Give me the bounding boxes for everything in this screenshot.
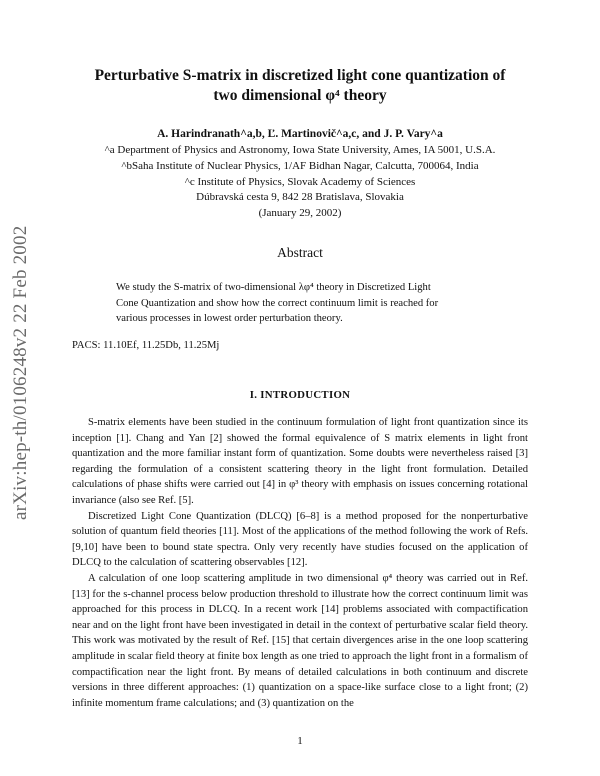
abstract-line: We study the S-matrix of two-dimensional λφ⁴ theory in Discretized Light bbox=[116, 282, 431, 293]
title-line-2: two dimensional φ⁴ theory bbox=[213, 87, 387, 104]
paragraph: A calculation of one loop scattering amplitude in two dimensional φ⁴ theory was carried out in Ref. [13] for the s-channel process below production threshold to illustrate how the correct continuum limit was approached for this process in DLCQ. In a recent work [14] problems associated with compactification near and on the light front have been investigated in detail in the context of perturbative scalar field theory. This work was motivated by the result of Ref. [15] that certain divergences arise in the one loop scattering amplitude in scalar field theory at finite box length as one tried to approach the light front in a formalism of compactification near the light front. By means of detailed calculations in both continuum and discrete versions in three different approaches: (1) quantization on a space-like surface close to a light front; (2) infinite momentum frame calculations; and (3) quantization on the bbox=[72, 572, 528, 709]
arxiv-identifier[interactable]: arXiv:hep-th/0106248v2 22 Feb 2002 bbox=[10, 225, 31, 520]
abstract-line: Cone Quantization and show how the correct continuum limit is reached for bbox=[116, 297, 439, 309]
title-line-1: Perturbative S-matrix in discretized light cone quantization of bbox=[94, 67, 506, 84]
author-list: A. Harindranath^a,b, Ľ. Martinovič^a,c, and J. P. Vary^a bbox=[157, 128, 443, 140]
paper-title bbox=[60, 66, 540, 106]
affiliations bbox=[60, 143, 540, 222]
section-heading: I. INTRODUCTION bbox=[249, 389, 351, 401]
page-number: 1 bbox=[297, 735, 303, 747]
abstract-line: various processes in lowest order perturbation theory. bbox=[116, 313, 343, 324]
affiliation-c-address: Dúbravská cesta 9, 842 28 Bratislava, Slovakia bbox=[196, 191, 404, 204]
introduction-body bbox=[72, 415, 528, 711]
affiliation-a: ^a Department of Physics and Astronomy, Iowa State University, Ames, IA 5001, U.S.A. bbox=[104, 144, 496, 156]
paragraph: Discretized Light Cone Quantization (DLCQ) [6–8] is a method proposed for the nonperturbative solution of quantum field theories [11]. Most of the applications of the method following the work of Refs. [9,10] have been to bound state spectra. Only very recently have studies focused on the application of DLCQ to the calculation of scattering observables [12]. bbox=[72, 510, 528, 569]
affiliation-b: ^bSaha Institute of Nuclear Physics, 1/AF Bidhan Nagar, Calcutta, 700064, India bbox=[121, 159, 479, 172]
abstract-body bbox=[116, 280, 484, 327]
affiliation-c: ^c Institute of Physics, Slovak Academy of Sciences bbox=[184, 175, 416, 188]
pacs-codes: PACS: 11.10Ef, 11.25Db, 11.25Mj bbox=[72, 340, 220, 351]
abstract-heading: Abstract bbox=[277, 245, 323, 260]
paragraph: S-matrix elements have been studied in the continuum formulation of light front quantization since its inception [1]. Chang and Yan [2] showed the formal equivalence of S matrix elements in light front quantization and the more familiar instant form of quantization. Some doubts were nevertheless raised [3] regarding the formulation of a consistent scattering theory in the light front formulation. Detailed calculations of phase shifts were carried out [4] in φ³ theory with emphasis on issues concerning rotational invariance (also see Ref. [5]. bbox=[72, 417, 528, 506]
paper-date: (January 29, 2002) bbox=[258, 207, 342, 220]
